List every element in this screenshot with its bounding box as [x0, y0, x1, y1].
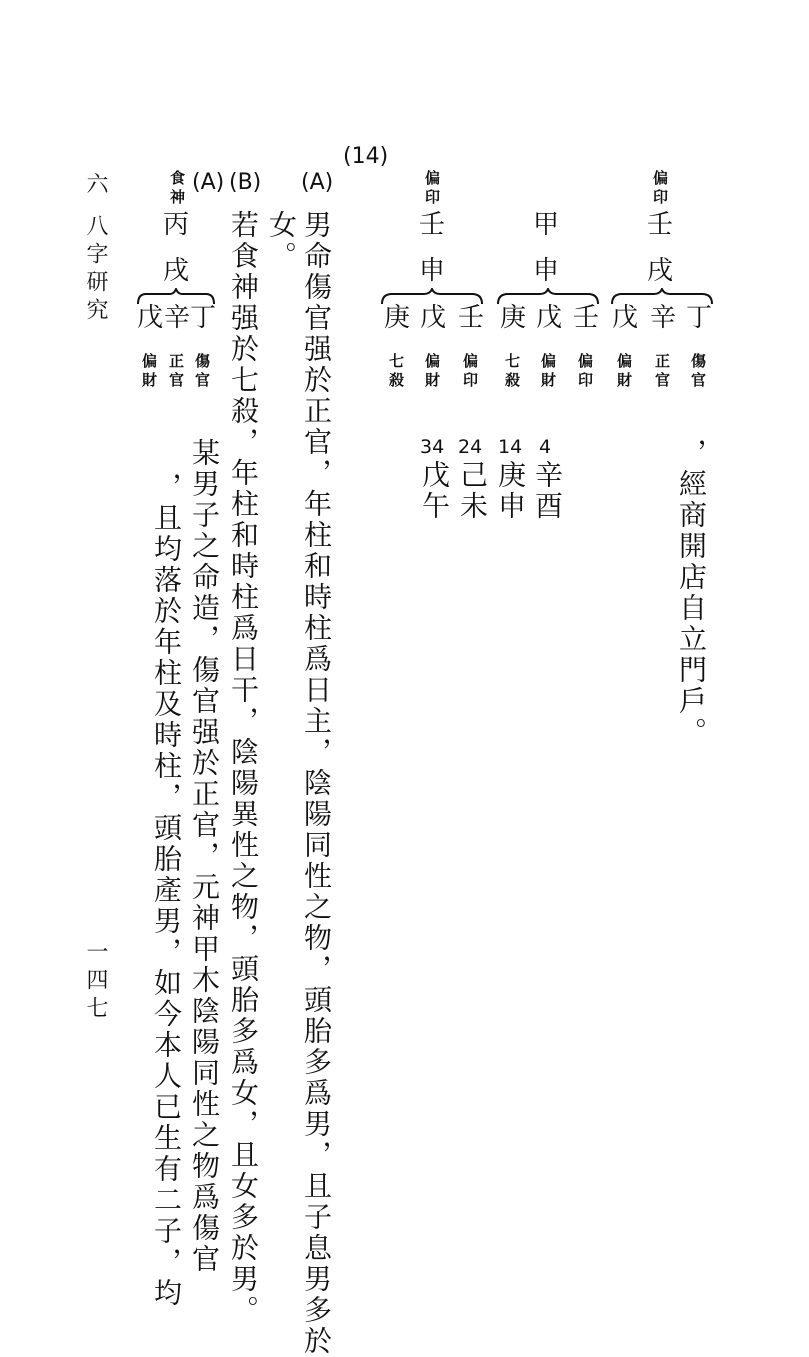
example-god-1: 傷官 [193, 353, 211, 391]
chart2-god-l2: 偏財 [423, 353, 441, 391]
chart1-hidden-stem-1: 丁 [686, 303, 713, 333]
page-number: 一四七 [83, 940, 108, 1024]
example-hidden-stem-3: 戊 [137, 303, 164, 333]
example-god-3: 偏財 [140, 353, 158, 391]
chapter-title: 八字研究 [83, 214, 108, 326]
luck-age-4: 34 [420, 436, 445, 458]
chart1-stem: 壬 [647, 210, 674, 240]
example-text-2: ，且均落於年柱及時柱，頭胎產男，如今本人已生有二子，均 [150, 472, 183, 1309]
example-stem: 丙 [163, 210, 190, 240]
chart2-branch-2: 申 [419, 256, 446, 286]
example-text-1: 某男子之命造，傷官强於正官，元神甲木陰陽同性之物爲傷官 [188, 438, 221, 1275]
chart2-hidden-stem-r3: 庚 [500, 303, 527, 333]
chart2-god-r2: 偏財 [539, 353, 557, 391]
chart1-hidden-stem-3: 戊 [612, 303, 639, 333]
chart1-hidden-stem-2: 辛 [650, 303, 677, 333]
luck-pillar-3: 己未 [456, 460, 489, 522]
page-marker: (14) [343, 144, 389, 169]
chart2-hidden-stem-r1: 壬 [573, 303, 600, 333]
chart1-god-3: 偏財 [615, 353, 633, 391]
chart2-branch-1: 申 [533, 256, 560, 286]
example-a-marker: (A) [192, 170, 225, 195]
luck-pillar-4: 戊午 [418, 460, 451, 522]
example-god-2: 正官 [167, 353, 185, 391]
example-stem-label: 食神 [168, 170, 186, 208]
chart1-branch: 戌 [647, 256, 674, 286]
luck-pillar-2: 庚申 [494, 460, 527, 522]
example-hidden-stem-2: 辛 [164, 303, 191, 333]
chart2-god-r1: 偏印 [576, 353, 594, 391]
luck-age-3: 24 [458, 436, 483, 458]
chart1-note: ，經商開店自立門戶。 [675, 438, 708, 748]
section-b-line-1: 若食神强於七殺，年柱和時柱爲日干，陰陽異性之物，頭胎多爲女，且女多於男。 [227, 210, 260, 1326]
chapter-number: 六 [83, 172, 108, 197]
luck-pillar-1: 辛酉 [531, 460, 564, 522]
luck-age-1: 4 [539, 436, 552, 458]
chart2-god-l3: 七殺 [387, 353, 405, 391]
chart2-hidden-stem-l2: 戊 [420, 303, 447, 333]
section-a-line-2: 女。 [265, 210, 298, 272]
section-b-marker: (B) [229, 170, 262, 195]
chart2-stem-label-2: 偏印 [423, 170, 441, 208]
section-a-line-1: 男命傷官强於正官，年柱和時柱爲日主，陰陽同性之物，頭胎多爲男，且子息男多於 [300, 210, 333, 1357]
chart2-hidden-stem-l1: 壬 [458, 303, 485, 333]
example-hidden-stem-1: 丁 [190, 303, 217, 333]
luck-age-2: 14 [498, 436, 523, 458]
chart2-hidden-stem-l3: 庚 [384, 303, 411, 333]
chart1-god-2: 正官 [653, 353, 671, 391]
chart2-stem-2: 壬 [419, 210, 446, 240]
chart1-stem-label: 偏印 [651, 170, 669, 208]
chart2-god-r3: 七殺 [503, 353, 521, 391]
chart2-stem-1: 甲 [533, 210, 560, 240]
chart2-god-l1: 偏印 [461, 353, 479, 391]
chart2-hidden-stem-r2: 戊 [536, 303, 563, 333]
chart1-god-1: 傷官 [689, 353, 707, 391]
example-branch: 戌 [163, 256, 190, 286]
section-a-marker: (A) [301, 170, 334, 195]
